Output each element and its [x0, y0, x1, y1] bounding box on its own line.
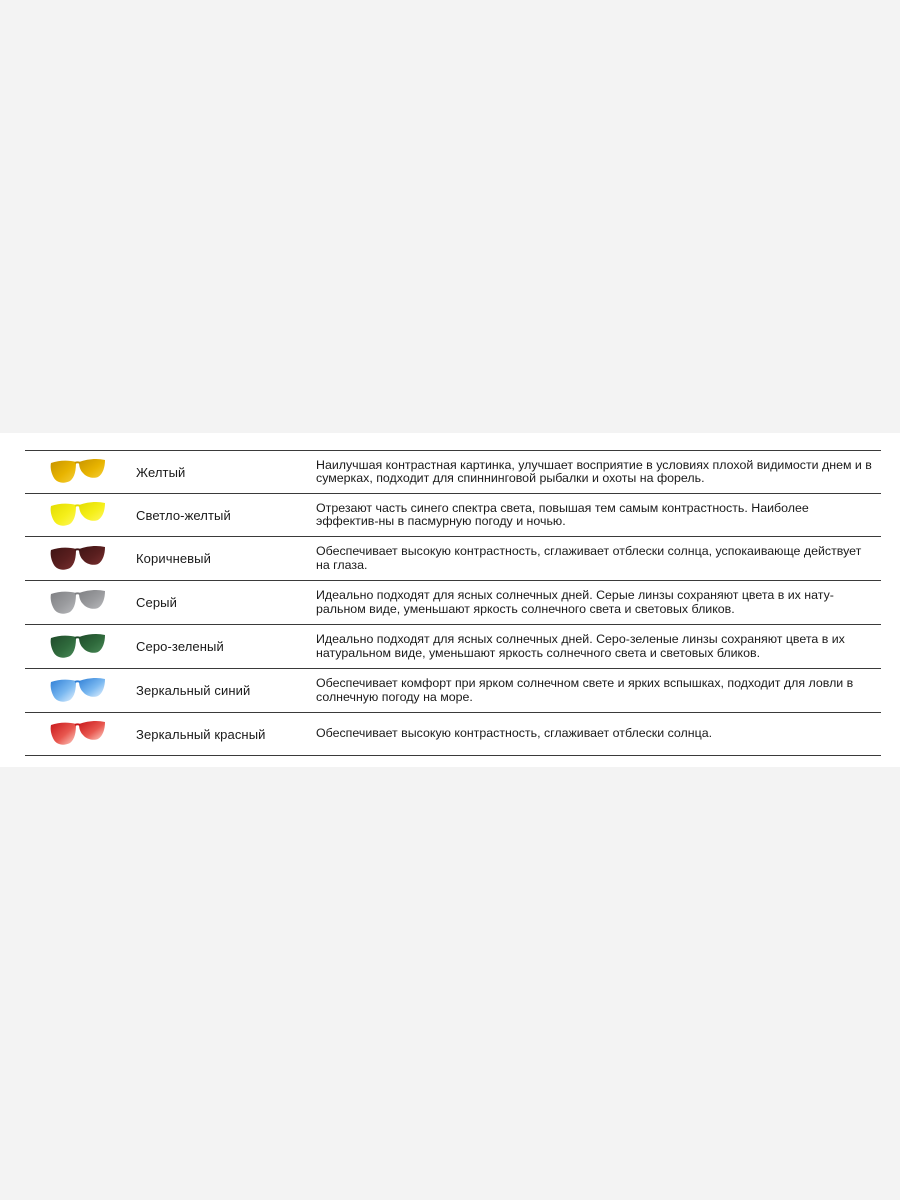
lens-row-6	[25, 669, 881, 713]
lens-color-description: Идеально подходят для ясных солнечных дней. Серые линзы сохраняют цвета в их нату-ральном виде, уменьшают яркость солнечного света и световых бликов.	[316, 588, 834, 616]
mirror-blue-lens-icon	[49, 677, 107, 705]
lens-row-3	[25, 537, 881, 581]
gray-green-lens-icon	[49, 633, 107, 661]
brown-lens-icon	[49, 545, 107, 573]
lens-color-panel	[0, 433, 900, 767]
lens-color-name: Зеркальный красный	[136, 726, 266, 742]
lens-row-7	[25, 713, 881, 756]
lens-color-description: Обеспечивает комфорт при ярком солнечном свете и ярких вспышках, подходит для ловли в солнечную погоду на море.	[316, 676, 854, 704]
lens-color-name: Светло-желтый	[136, 507, 231, 523]
lens-color-description: Обеспечивает высокую контрастность, сглаживает отблески солнца, успокаивающе действует на глаза.	[316, 544, 862, 572]
lens-color-name: Желтый	[136, 464, 186, 480]
lens-color-name: Серый	[136, 595, 177, 610]
lens-color-name: Коричневый	[136, 551, 211, 566]
lens-color-name: Серо-зеленый	[136, 639, 224, 654]
lens-color-description: Наилучшая контрастная картинка, улучшает восприятие в условиях плохой видимости днем и в сумерках, подходит для спиннинговой рыбалки и охоты на форель.	[316, 457, 872, 485]
light-yellow-lens-icon	[49, 501, 107, 529]
lens-row-4	[25, 581, 881, 625]
mirror-red-lens-icon	[49, 720, 107, 748]
yellow-lens-icon	[49, 458, 107, 486]
lens-color-description: Отрезают часть синего спектра света, повышая тем самым контрастность. Наиболее эффектив-ны в пасмурную погоду и ночью.	[316, 500, 809, 528]
lens-row-1	[25, 451, 881, 494]
lens-color-name: Зеркальный синий	[136, 683, 251, 698]
lens-color-description: Идеально подходят для ясных солнечных дней. Серо-зеленые линзы сохраняют цвета в их натуральном виде, уменьшают яркость солнечного света и световых бликов.	[316, 632, 845, 660]
lens-row-5	[25, 625, 881, 669]
lens-color-table	[25, 450, 881, 756]
lens-color-description: Обеспечивает высокую контрастность, сглаживает отблески солнца.	[316, 726, 713, 741]
gray-lens-icon	[49, 589, 107, 617]
lens-row-2	[25, 494, 881, 537]
